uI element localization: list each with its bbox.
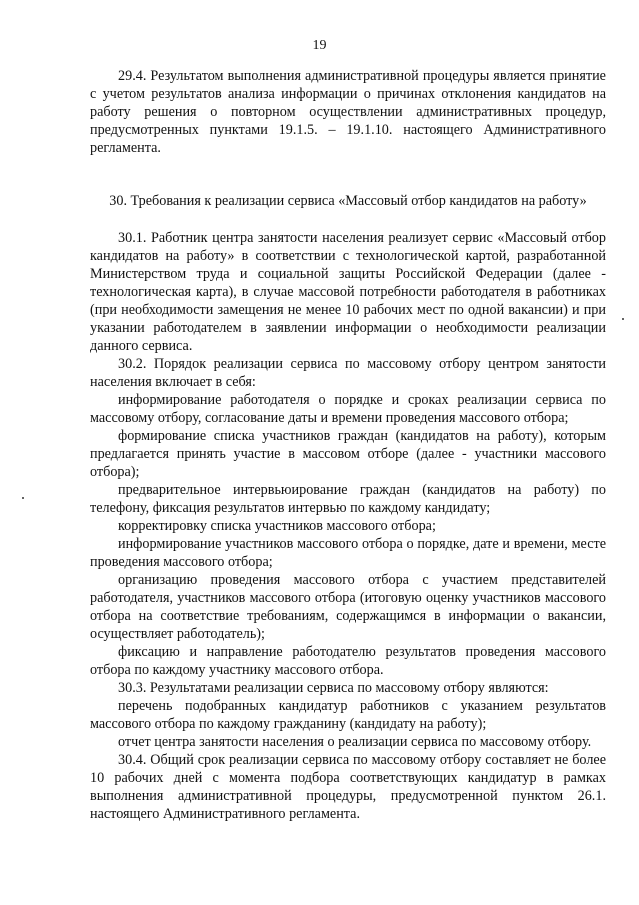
list-item-30-2-4: корректировку списка участников массового отбора;	[118, 518, 436, 534]
paragraph-30-1: 30.1. Работник центра занятости населения реализует сервис «Массовый отбор кандидатов на работу» в соответствии с технологической картой, разработанной Министерством труда и социальной защиты Российской Федерации (далее - технологическая карта), в случае массовой потребности работодателя в работниках (при необходимости замещения не менее 10 рабочих мест по одной вакансии) и при указании работодателем в заявлении информации о необходимости реализации данного сервиса.	[90, 230, 606, 354]
scan-speck	[22, 497, 24, 499]
list-item-30-2-7: фиксацию и направление работодателю результатов проведения массового отбора по каждому участнику массового отбора.	[90, 644, 606, 678]
paragraph-30-2: 30.2. Порядок реализации сервиса по массовому отбору центром занятости населения включает в себя:	[90, 356, 606, 390]
list-item-30-2-2: формирование списка участников граждан (кандидатов на работу), которым предлагается принять участие в массовом отборе (далее - участники массового отбора);	[90, 428, 606, 480]
list-item-30-2-5: информирование участников массового отбора о порядке, дате и времени, месте проведения массового отбора;	[90, 536, 606, 570]
scan-speck	[622, 318, 624, 320]
list-item-30-2-1: информирование работодателя о порядке и сроках реализации сервиса по массовому отбору, согласование даты и времени проведения массового отбора;	[90, 392, 606, 426]
paragraph-29-4: 29.4. Результатом выполнения административной процедуры является принятие с учетом результатов анализа информации о причинах отклонения кандидатов на работу решения о повторном осуществлении административных процедур, предусмотренных пунктами 19.1.5. – 19.1.10. настоящего Административного регламента.	[90, 68, 606, 156]
section-title-30: 30. Требования к реализации сервиса «Массовый отбор кандидатов на работу»	[109, 193, 587, 209]
list-item-30-2-3: предварительное интервьюирование граждан (кандидатов на работу) по телефону, фиксация результатов интервью по каждому кандидату;	[90, 482, 606, 516]
paragraph-30-4: 30.4. Общий срок реализации сервиса по массовому отбору составляет не более 10 рабочих дней с момента подбора соответствующих кандидатур в рамках выполнения административной процедуры, предусмотренной пунктом 26.1. настоящего Административного регламента.	[90, 752, 606, 822]
list-item-30-3-1: перечень подобранных кандидатур работников с указанием результатов массового отбора по каждому гражданину (кандидату на работу);	[90, 698, 606, 732]
list-item-30-2-6: организацию проведения массового отбора с участием представителей работодателя, участников массового отбора (итоговую оценку участников массового отбора на соответствие требованиям, содержащимся в информации о вакансии, осуществляет работодатель);	[90, 572, 606, 642]
page-number: 19	[312, 38, 327, 53]
paragraph-30-3: 30.3. Результатами реализации сервиса по массовому отбору являются:	[118, 680, 549, 696]
document-body	[90, 67, 606, 823]
list-item-30-3-2: отчет центра занятости населения о реализации сервиса по массовому отбору.	[118, 734, 592, 750]
